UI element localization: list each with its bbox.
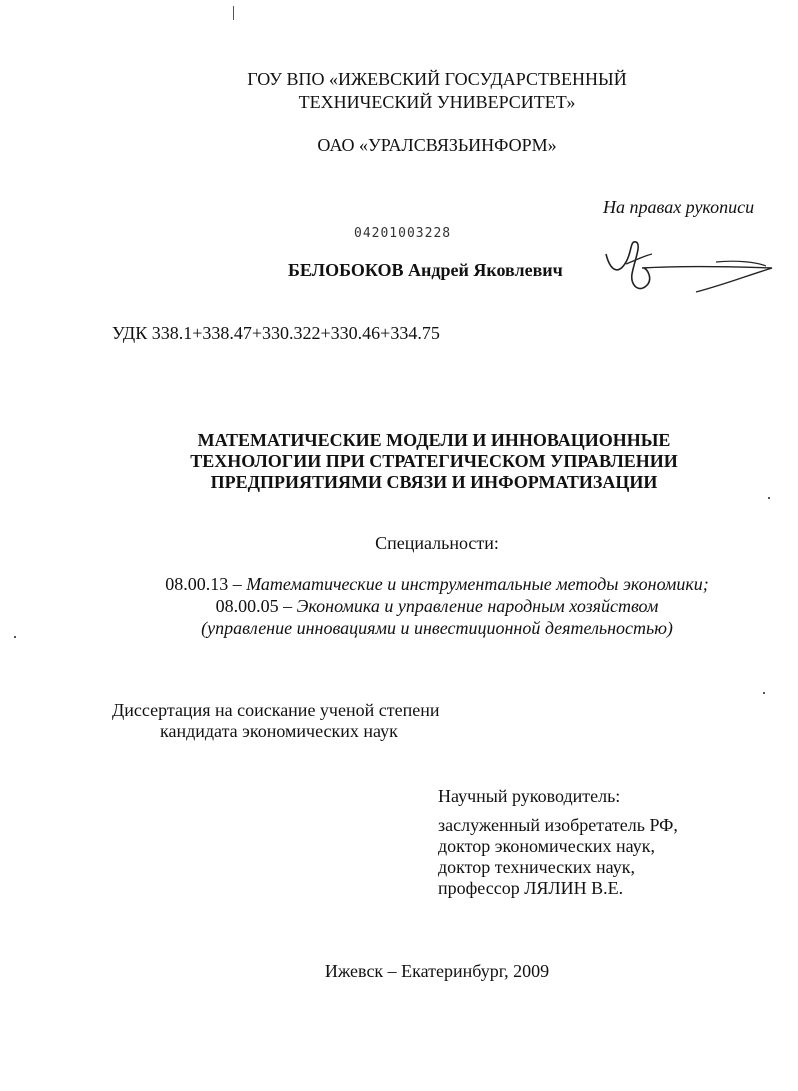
archive-stamp-number: 04201003228 xyxy=(354,226,452,241)
dissertation-title-line-3: ПРЕДПРИЯТИЯМИ СВЯЗИ И ИНФОРМАТИЗАЦИИ xyxy=(210,472,658,492)
organization-line-3: ОАО «УРАЛСВЯЗЬИНФОРМ» xyxy=(317,135,557,155)
supervisor-line-4: профессор ЛЯЛИН В.Е. xyxy=(438,878,624,898)
author-name: БЕЛОБОКОВ Андрей Яковлевич xyxy=(288,260,563,280)
supervisor-line-3: доктор технических наук, xyxy=(438,857,635,877)
specialty-2-code: 08.00.05 – xyxy=(215,596,297,616)
scan-mark xyxy=(768,497,770,499)
specialties-heading: Специальности: xyxy=(375,533,499,553)
scan-mark xyxy=(763,692,765,694)
scan-mark xyxy=(233,6,234,20)
rights-note: На правах рукописи xyxy=(603,197,755,217)
supervisor-heading: Научный руководитель: xyxy=(438,786,621,806)
specialty-2 xyxy=(0,595,798,617)
specialty-1 xyxy=(0,573,798,595)
dissertation-degree-line-1: Диссертация на соискание ученой степени xyxy=(112,700,440,720)
supervisor-line-1: заслуженный изобретатель РФ, xyxy=(438,815,678,835)
specialty-1-code: 08.00.13 – xyxy=(165,574,247,594)
dissertation-title-line-2: ТЕХНОЛОГИИ ПРИ СТРАТЕГИЧЕСКОМ УПРАВЛЕНИИ xyxy=(190,451,678,471)
signature-image xyxy=(596,232,782,302)
organization-line-1: ГОУ ВПО «ИЖЕВСКИЙ ГОСУДАРСТВЕННЫЙ xyxy=(247,69,627,89)
udc-code: УДК 338.1+338.47+330.322+330.46+334.75 xyxy=(112,323,440,343)
specialty-1-name: Математические и инструментальные методы экономики; xyxy=(246,574,709,594)
specialty-2-note: (управление инновациями и инвестиционной деятельностью) xyxy=(201,618,673,638)
specialty-2-name: Экономика и управление народным хозяйством xyxy=(296,596,659,616)
organization-line-2: ТЕХНИЧЕСКИЙ УНИВЕРСИТЕТ» xyxy=(298,92,576,112)
dissertation-degree-line-2: кандидата экономических наук xyxy=(160,721,398,741)
supervisor-line-2: доктор экономических наук, xyxy=(438,836,655,856)
place-and-year: Ижевск – Екатеринбург, 2009 xyxy=(324,961,550,981)
dissertation-title-line-1: МАТЕМАТИЧЕСКИЕ МОДЕЛИ И ИННОВАЦИОННЫЕ xyxy=(197,430,671,450)
